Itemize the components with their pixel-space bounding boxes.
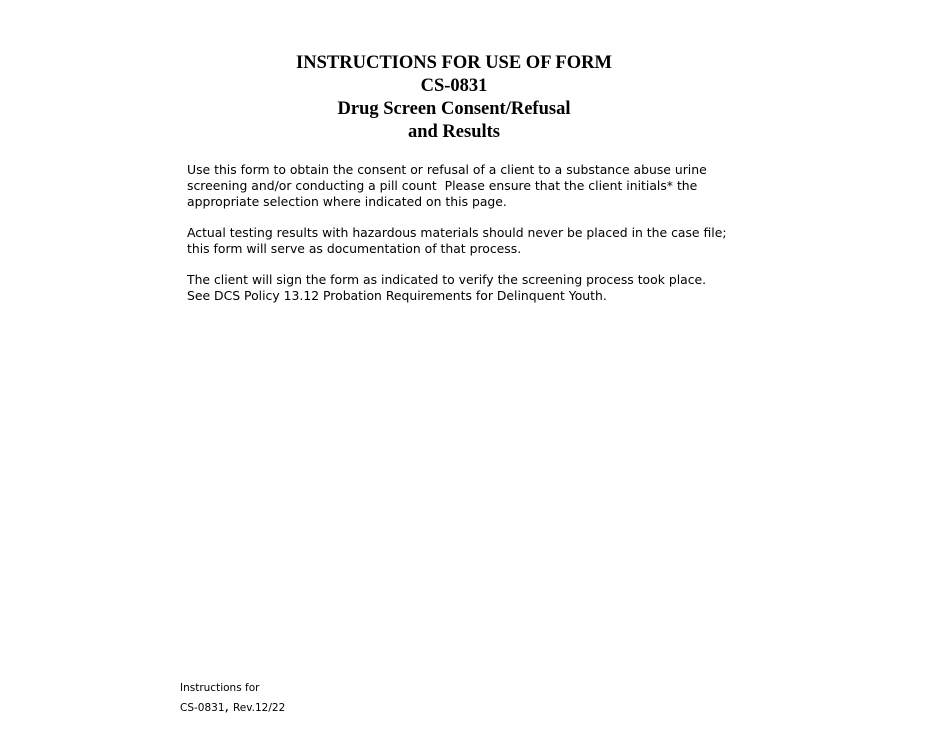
instruction-paragraph-1 [187,162,732,210]
title-line-1: INSTRUCTIONS FOR USE OF FORM [296,53,612,73]
footer-line-1: Instructions for [180,682,260,694]
footer-form-number: CS-0831 [180,702,225,714]
title-line-4: and Results [407,122,500,142]
page-footer [180,679,285,718]
instruction-paragraph-3 [187,272,732,304]
paragraph-1-line-3: appropriate selection where indicated on this page. [187,194,507,209]
footer-line-2 [180,698,285,718]
title-line-2: CS-0831 [420,76,488,96]
paragraph-2-line-2: this form will serve as documentation of that process. [187,241,522,256]
document-title [0,52,908,144]
paragraph-1-line-2: screening and/or conducting a pill count Please ensure that the client initials* the [187,178,698,193]
paragraph-2-line-1: Actual testing results with hazardous materials should never be placed in the case file; [187,225,727,240]
paragraph-3-line-2: See DCS Policy 13.12 Probation Requirements for Delinquent Youth. [187,288,607,303]
title-line-3: Drug Screen Consent/Refusal [337,99,571,119]
instructions-body [187,162,732,319]
paragraph-3-line-1: The client will sign the form as indicated to verify the screening process took place. [187,272,707,287]
footer-separator: , [224,699,229,715]
paragraph-1-line-1: Use this form to obtain the consent or refusal of a client to a substance abuse urine [187,162,707,177]
instruction-paragraph-2 [187,225,732,257]
footer-revision: Rev.12/22 [232,702,286,714]
